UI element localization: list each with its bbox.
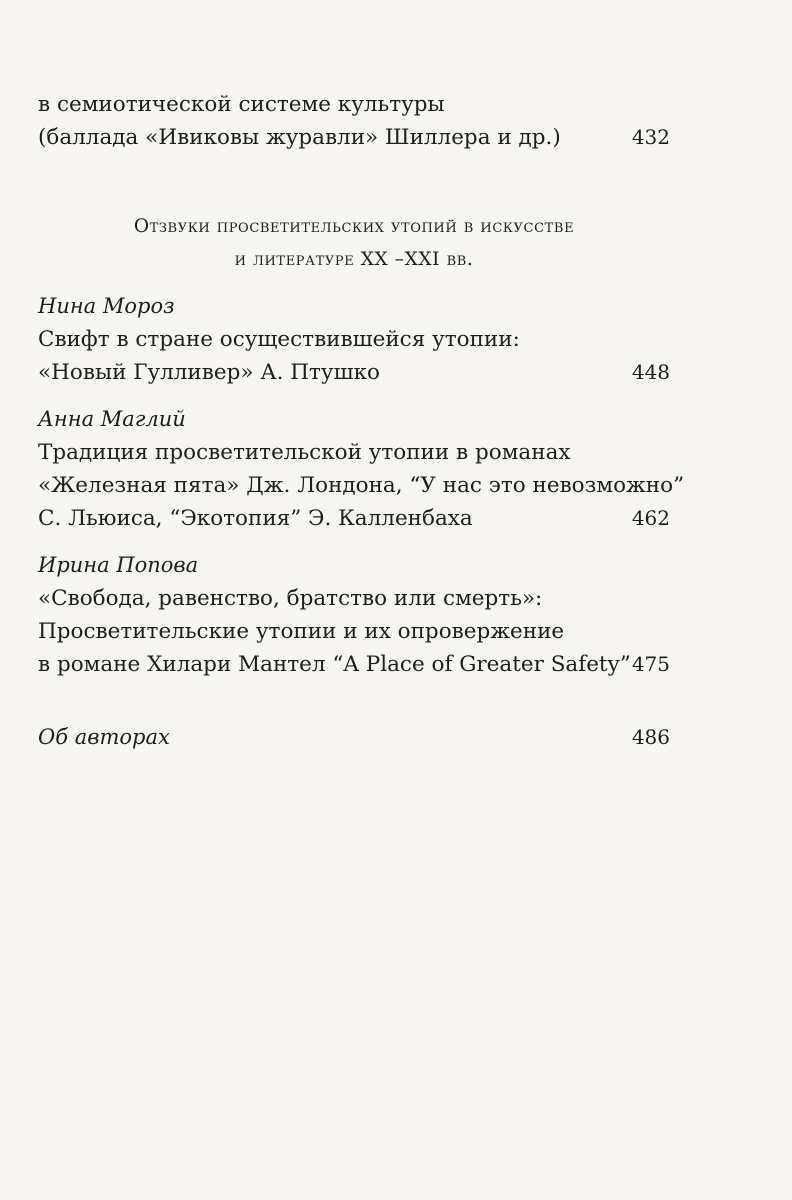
- page-number: 475: [631, 652, 670, 676]
- toc-entry-about-authors: [38, 721, 670, 754]
- entry-last-line-row: [38, 648, 670, 681]
- section-heading-line: и литературе XX –XXI вв.: [234, 249, 474, 270]
- entry-author: Нина Мороз: [38, 294, 175, 318]
- entry-last-line-row: [38, 121, 670, 154]
- entry-title-line: в семиотической системе культуры: [38, 92, 445, 117]
- entry-last-line-row: [38, 356, 670, 389]
- section-heading-line: Отзвуки просветительских утопий в искусстве: [133, 216, 575, 237]
- toc-entry: [38, 403, 685, 535]
- entry-title-line: Традиция просветительской утопии в романах: [38, 440, 571, 465]
- toc-entry: [38, 549, 670, 681]
- toc-entry-carryover: [38, 88, 670, 154]
- page-number: 486: [631, 725, 670, 749]
- about-authors-label: Об авторах: [38, 725, 170, 749]
- entry-author: Ирина Попова: [38, 553, 199, 577]
- entry-title-line: Просветительские утопии и их опровержение: [38, 619, 565, 644]
- entry-title-line: «Железная пята» Дж. Лондона, “У нас это невозможно”: [38, 473, 685, 498]
- entry-title-line: в романе Хилари Мантел “A Place of Greater Safety”: [38, 652, 631, 677]
- entry-title-line: С. Льюиса, “Экотопия” Э. Калленбаха: [38, 506, 473, 531]
- section-heading: [38, 210, 670, 276]
- entry-title-line: (баллада «Ивиковы журавли» Шиллера и др.): [38, 125, 561, 150]
- table-of-contents: [38, 88, 685, 754]
- entry-last-line-row: [38, 502, 670, 535]
- page-number: 448: [631, 360, 670, 384]
- page-number: 432: [631, 125, 670, 149]
- toc-entry: [38, 290, 670, 389]
- entry-author: Анна Маглий: [38, 407, 186, 431]
- entry-title-line: «Свобода, равенство, братство или смерть»:: [38, 586, 543, 611]
- entry-title-line: «Новый Гулливер» А. Птушко: [38, 360, 380, 385]
- entry-title-line: Свифт в стране осуществившейся утопии:: [38, 327, 520, 352]
- page-number: 462: [631, 506, 670, 530]
